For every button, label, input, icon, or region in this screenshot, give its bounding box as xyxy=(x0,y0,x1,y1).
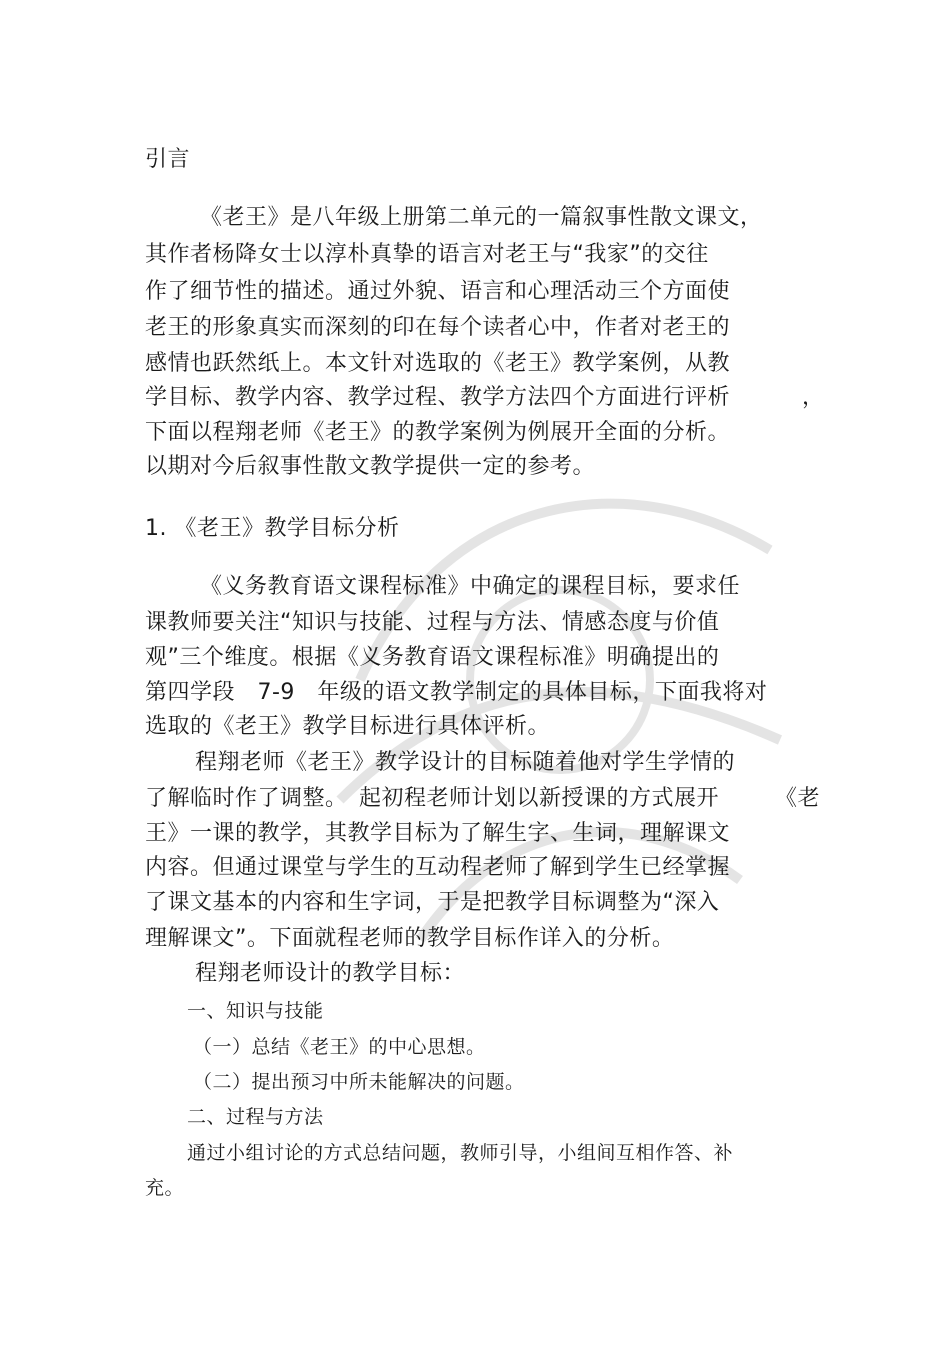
section1-p1-line: 第四学段 7-9 年级的语文教学制定的具体目标，下面我将对 xyxy=(145,680,768,705)
intro-line: 《老王》是八年级上册第二单元的一篇叙事性散文课文， xyxy=(200,205,763,230)
intro-line: 感情也跃然纸上。本文针对选取的《老王》教学案例，从教 xyxy=(145,351,731,376)
intro-trailing-comma: ， xyxy=(802,385,825,410)
intro-heading: 引言 xyxy=(145,147,191,172)
section1-p2-line: 内容。但通过课堂与学生的互动程老师了解到学生已经掌握 xyxy=(145,855,731,880)
section1-p2-line: 理解课文”。下面就程老师的教学目标作详入的分析。 xyxy=(145,926,675,951)
goal2-text-line: 通过小组讨论的方式总结问题，教师引导，小组间互相作答、补 xyxy=(187,1142,734,1164)
section1-p1-line: 选取的《老王》教学目标进行具体评析。 xyxy=(145,714,551,739)
goal1-item: （一）总结《老王》的中心思想。 xyxy=(193,1036,486,1058)
intro-line: 作了细节性的描述。通过外貌、语言和心理活动三个方面使 xyxy=(145,279,731,304)
section1-heading: 1. 《老王》教学目标分析 xyxy=(145,516,400,541)
section1-p1-line: 课教师要关注“知识与技能、过程与方法、情感态度与价值 xyxy=(145,610,720,635)
goals-intro: 程翔老师设计的教学目标： xyxy=(195,961,466,986)
goal1-item: （二）提出预习中所未能解决的问题。 xyxy=(193,1071,525,1093)
section1-p2-line-tail: 《老 xyxy=(775,786,821,811)
section1-p2-line: 王》一课的教学，其教学目标为了解生字、生词，理解课文 xyxy=(145,821,731,846)
intro-line: 下面以程翔老师《老王》的教学案例为例展开全面的分析。 xyxy=(145,420,731,445)
intro-line: 老王的形象真实而深刻的印在每个读者心中，作者对老王的 xyxy=(145,315,731,340)
section1-p2-line: 程翔老师《老王》教学设计的目标随着他对学生学情的 xyxy=(195,750,736,775)
goal2-title: 二、过程与方法 xyxy=(187,1106,324,1128)
goal1-title: 一、知识与技能 xyxy=(187,1000,324,1022)
goal2-text-line: 充。 xyxy=(145,1177,185,1199)
intro-line: 以期对今后叙事性散文教学提供一定的参考。 xyxy=(145,454,596,479)
section1-p1-line: 《义务教育语文课程标准》中确定的课程目标，要求任 xyxy=(200,574,741,599)
section1-p2-line: 了解临时作了调整。 起初程老师计划以新授课的方式展开 xyxy=(145,786,720,811)
section1-p1-line: 观”三个维度。根据《义务教育语文课程标准》明确提出的 xyxy=(145,645,720,670)
intro-line: 学目标、教学内容、教学过程、教学方法四个方面进行评析 xyxy=(145,385,731,410)
intro-line: 其作者杨降女士以淳朴真挚的语言对老王与“我家”的交往 xyxy=(145,242,709,267)
section1-p2-line: 了课文基本的内容和生字词，于是把教学目标调整为“深入 xyxy=(145,890,720,915)
